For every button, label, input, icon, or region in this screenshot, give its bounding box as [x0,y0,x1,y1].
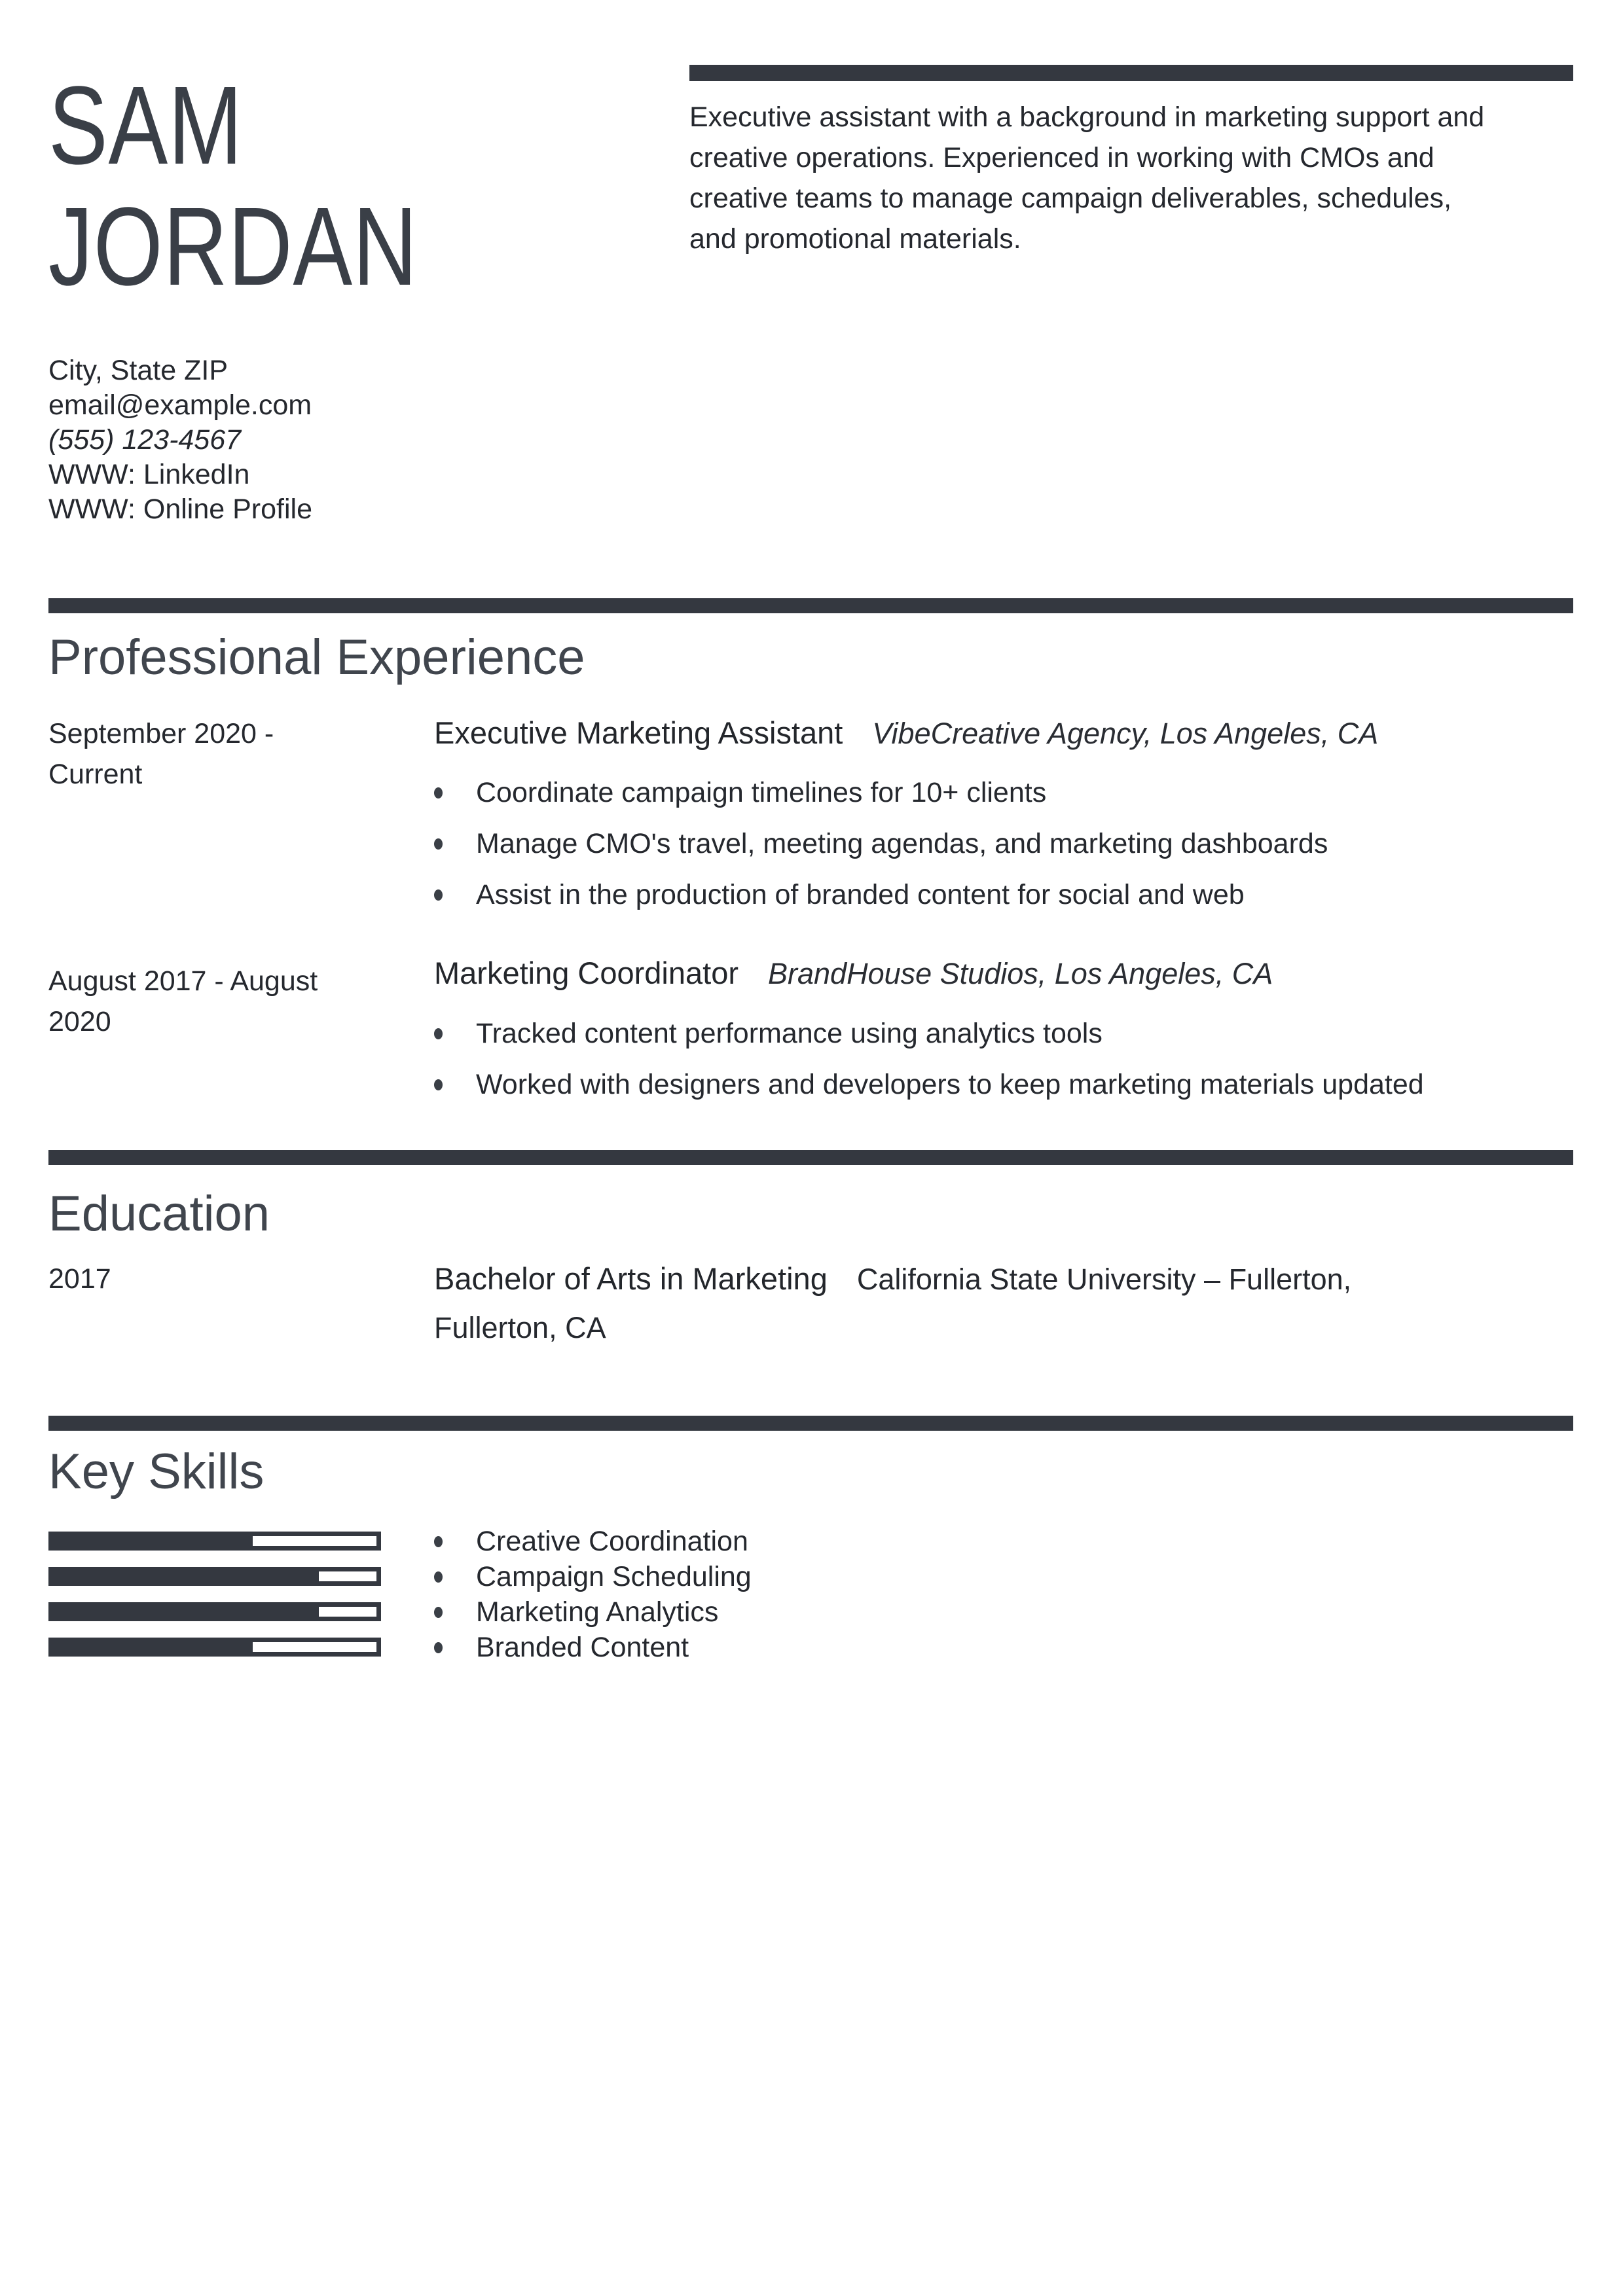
job2-title: Marketing Coordinator [434,956,739,990]
education-degree: Bachelor of Arts in Marketing [434,1261,828,1296]
job2-bullets [434,1008,1424,1110]
section-divider-skills [48,1416,1573,1431]
candidate-name-line2: JORDAN [48,185,418,309]
summary-line: creative teams to manage campaign deliverables, schedules, [689,183,1452,214]
bullet-icon [434,1536,443,1547]
header-accent-bar [689,65,1573,81]
list-item [434,1594,752,1630]
job1-bullet-2: Manage CMO's travel, meeting agendas, and marketing dashboards [476,827,1328,859]
skill-meter-campaign-scheduling [48,1567,381,1586]
summary-line: creative operations. Experienced in working with CMOs and [689,142,1434,173]
contact-email: email@example.com [48,389,312,421]
job1-company: VibeCreative Agency, Los Angeles, CA [872,717,1379,750]
section-divider-education [48,1150,1573,1165]
skill-meter-creative-coordination [48,1532,381,1551]
job2-bullet-2: Worked with designers and developers to keep marketing materials updated [476,1068,1424,1100]
job2-title-row [434,955,1273,991]
skill-label-2: Campaign Scheduling [476,1560,752,1592]
skill-meter-branded-content [48,1638,381,1657]
section-divider-experience [48,598,1573,613]
skill-label-4: Branded Content [476,1631,689,1663]
job1-dates-line2: Current [48,759,143,790]
skills-section-title: Key Skills [48,1444,264,1499]
job1-bullet-1: Coordinate campaign timelines for 10+ clients [476,776,1047,808]
contact-online-profile: WWW: Online Profile [48,493,312,525]
experience-section-title: Professional Experience [48,630,585,685]
job2-bullet-1: Tracked content performance using analytics tools [476,1017,1103,1049]
bullet-icon [434,1079,443,1090]
job2-dates-line1: August 2017 - August [48,965,318,997]
skills-list [434,1524,752,1665]
candidate-name-line1: SAM [48,63,244,188]
list-item [434,1008,1424,1059]
education-entry [434,1261,1351,1345]
list-item [434,1559,752,1594]
list-item [434,767,1328,818]
bullet-icon [434,889,443,901]
bullet-icon [434,1028,443,1039]
skill-label-3: Marketing Analytics [476,1596,719,1628]
list-item [434,1524,752,1559]
job2-company: BrandHouse Studios, Los Angeles, CA [768,957,1273,990]
skill-meter-marketing-analytics [48,1602,381,1621]
list-item [434,1630,752,1665]
contact-linkedin: WWW: LinkedIn [48,459,250,490]
contact-address: City, State ZIP [48,355,228,386]
job2-dates-line2: 2020 [48,1006,111,1037]
job1-dates [48,713,337,795]
contact-block [48,353,312,527]
education-year: 2017 [48,1263,111,1295]
skill-meter-empty-segment [248,1532,381,1551]
bullet-icon [434,838,443,850]
summary-line: Executive assistant with a background in marketing support and [689,101,1485,133]
list-item [434,869,1328,920]
job1-dates-line1: September 2020 - [48,718,274,749]
list-item [434,818,1328,869]
skill-meter-empty-segment [314,1567,381,1586]
bullet-icon [434,1642,443,1653]
candidate-name [48,65,418,308]
bullet-icon [434,1607,443,1618]
bullet-icon [434,787,443,798]
skill-meter-empty-segment [248,1638,381,1657]
bullet-icon [434,1571,443,1583]
education-school-city: Fullerton, CA [434,1311,606,1344]
education-school: California State University – Fullerton, [856,1263,1352,1296]
summary-line: and promotional materials. [689,223,1021,255]
skill-label-1: Creative Coordination [476,1525,748,1557]
job1-title-row [434,715,1378,751]
list-item [434,1059,1424,1110]
job2-dates [48,961,337,1042]
contact-phone: (555) 123-4567 [48,424,242,456]
education-section-title: Education [48,1186,270,1242]
job1-title: Executive Marketing Assistant [434,715,843,750]
skill-meter-empty-segment [314,1602,381,1621]
job1-bullet-3: Assist in the production of branded content for social and web [476,878,1245,910]
job1-bullets [434,767,1328,920]
profile-summary [689,97,1599,259]
